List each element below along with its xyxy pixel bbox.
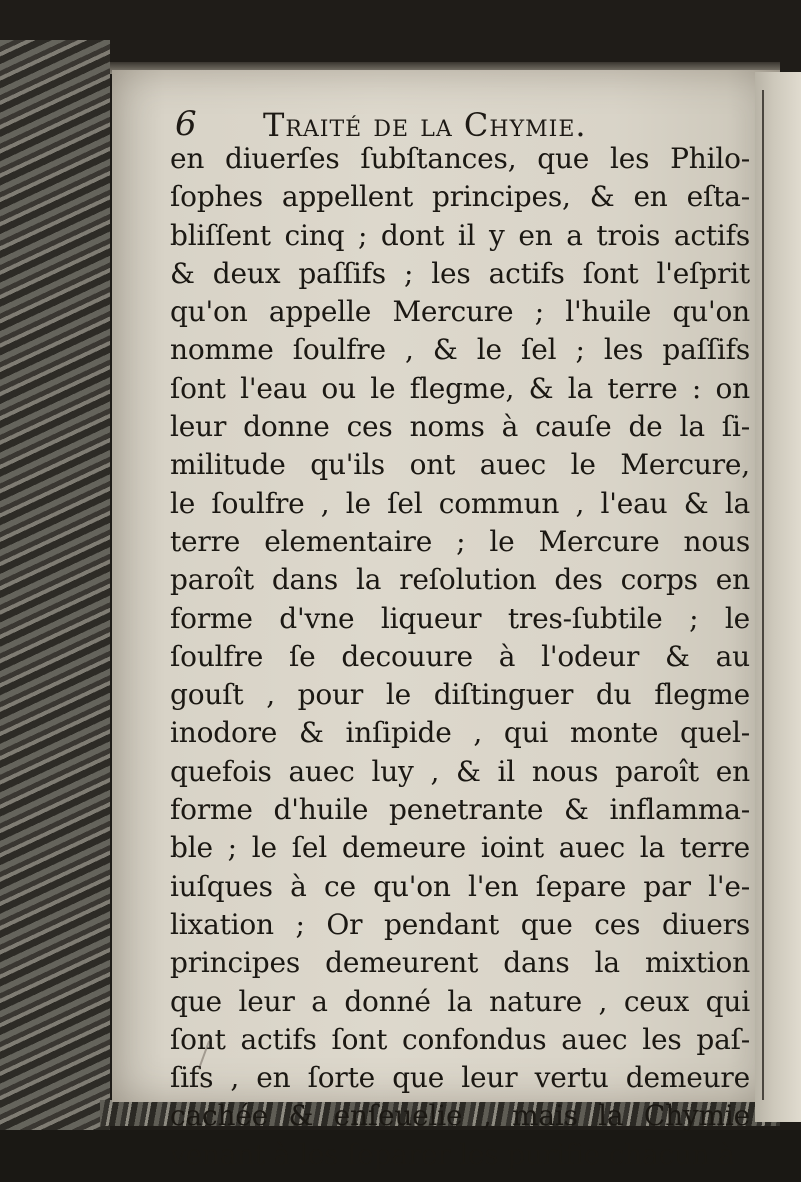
text-line: paroît dans la reſolution des corps en <box>170 563 750 597</box>
text-line: nomme ſoulfre , & le ſel ; les paſſifs <box>170 333 750 367</box>
text-line: gouſt , pour le diſtinguer du flegme <box>170 678 750 712</box>
text-line: que leur a donné la nature , ceux qui <box>170 984 750 1018</box>
text-line: forme d'huile penetrante & inflamma- <box>170 793 750 827</box>
text-line: militude qu'ils ont auec le Mercure, <box>170 448 750 482</box>
text-line: ſophes appellent principes, & en eſta- <box>170 180 750 214</box>
page-number: 6 <box>175 104 197 144</box>
text-line: ſifs , en ſorte que leur vertu demeure <box>170 1061 750 1095</box>
text-line: terre elementaire ; le Mercure nous <box>170 524 750 558</box>
text-line: ble ; le ſel demeure ioint auec la terre <box>170 831 750 865</box>
marbled-binding-edge <box>0 40 110 1130</box>
text-line: inodore & inſipide , qui monte quel- <box>170 716 750 750</box>
text-line: forme d'vne liqueur tres-ſubtile ; le <box>170 601 750 635</box>
text-line: principes demeurent dans la mixtion <box>170 946 750 980</box>
text-line: le ſoulfre , le ſel commun , l'eau & la <box>170 486 750 520</box>
text-line: bliſſent cinq ; dont il y en a trois actifs <box>170 218 750 252</box>
text-line: lixation ; Or pendant que ces diuers <box>170 907 750 941</box>
text-line: leur donne ces noms à cauſe de la ſi- <box>170 410 750 444</box>
body-text <box>170 140 750 1174</box>
text-line: cachée & enſeuelie , mais la Chymie <box>170 1099 750 1133</box>
text-line: ſont actifs ſont confondus auec les paſ- <box>170 1022 750 1056</box>
running-title: Traité de la Chymie. <box>263 106 587 144</box>
text-line: qu'on appelle Mercure ; l'huile qu'on <box>170 295 750 329</box>
text-line: venant à les ſeparer les purifie chacun à <box>170 1137 735 1171</box>
text-line: en diuerſes ſubſtances, que les Philo- <box>170 142 750 175</box>
leaf-divider-line <box>762 90 764 1100</box>
text-line: ſont l'eau ou le flegme, & la terre : on <box>170 371 750 405</box>
text-line: quefois auec luy , & il nous paroît en <box>170 754 750 788</box>
text-line: iuſques à ce qu'on l'en ſepare par l'e- <box>170 869 750 903</box>
text-line: & deux paſſifs ; les actifs ſont l'eſprit <box>170 256 750 290</box>
text-line: ſoulfre ſe decouure à l'odeur & au <box>170 639 750 673</box>
